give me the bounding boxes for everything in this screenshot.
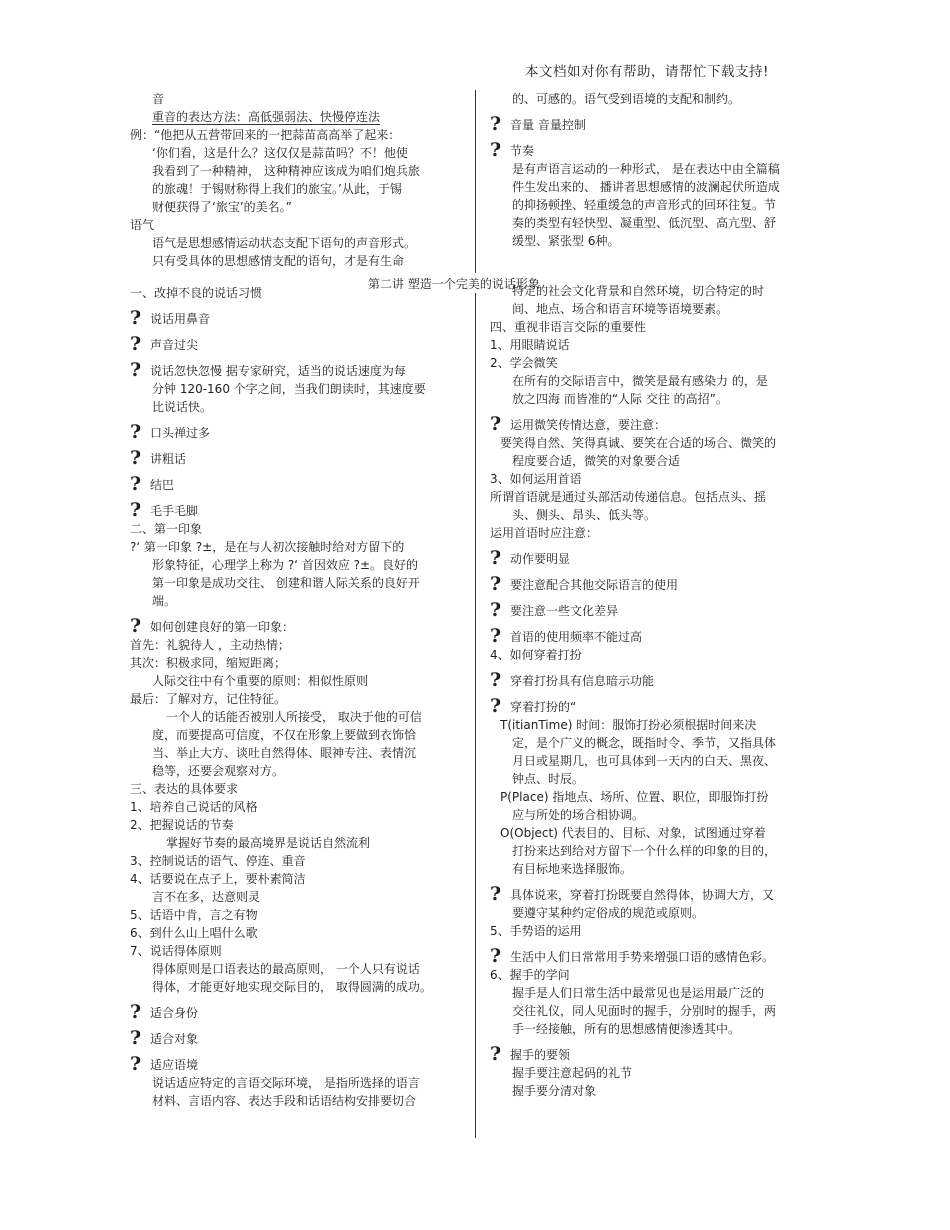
list-item: ? 口头禅过多: [130, 421, 211, 443]
section-heading: 四、重视非语言交际的重要性: [490, 320, 647, 334]
text-line: 得体原则是口语表达的最高原则， 一个人只有说话: [152, 962, 420, 976]
text-line: 只有受具体的思想感情支配的语句，才是有生命: [152, 254, 405, 268]
question-mark-bullet-icon: ?: [490, 573, 502, 595]
text-line: 其次：积极求同，缩短距离；: [130, 656, 287, 670]
list-item: ? 适合对象: [130, 1027, 199, 1049]
text-line: 4、话要说在点子上，要朴素简洁: [130, 872, 306, 886]
text-line: 音: [152, 92, 165, 106]
question-mark-bullet-icon: ?: [130, 333, 142, 355]
text-line: 件生发出来的、 播讲者思想感情的波澜起伏所造成: [512, 180, 780, 194]
list-item: ? 结巴: [130, 473, 175, 495]
text-line: 2、把握说话的节奏: [130, 818, 234, 832]
text-line: 6、握手的学问: [490, 968, 570, 982]
text-line: 5、话语中肯，言之有物: [130, 908, 258, 922]
question-mark-bullet-icon: ?: [130, 1053, 142, 1075]
text-line: 说话适应特定的言语交际环境， 是指所选择的语言: [152, 1076, 420, 1090]
list-item: ? 节奏: [490, 139, 535, 161]
question-mark-bullet-icon: ?: [130, 499, 142, 521]
text-line: O(Object) 代表目的、目标、对象，试图通过穿着: [500, 826, 766, 840]
text-line: 的、可感的。语气受到语境的支配和制约。: [512, 92, 741, 106]
text-line: 间、地点、场合和语言环境等语境要素。: [512, 302, 729, 316]
question-mark-bullet-icon: ?: [130, 1001, 142, 1023]
list-item: ? 说话忽快忽慢 据专家研究，适当的说话速度为每: [130, 359, 406, 381]
text-line: 握手要分清对象: [512, 1084, 597, 1098]
text-line: 握手要注意起码的礼节: [512, 1066, 633, 1080]
text-line: 形象特征，心理学上称为 ?‘ 首因效应 ?±。良好的: [152, 558, 419, 572]
text-line: 握手是人们日常生活中最常见也是运用最广泛的: [512, 986, 765, 1000]
list-item: ? 音量 音量控制: [490, 113, 586, 135]
text-line: 比说话快。: [152, 400, 213, 414]
list-item: ? 首语的使用频率不能过高: [490, 625, 643, 647]
text-line: 4、如何穿着打扮: [490, 648, 582, 662]
text-line: 3、如何运用首语: [490, 472, 582, 486]
question-mark-bullet-icon: ?: [130, 307, 142, 329]
section-heading: 一、改掉不良的说话习惯: [130, 286, 263, 300]
text-line: 端。: [152, 594, 177, 608]
question-mark-bullet-icon: ?: [490, 695, 502, 717]
text-line: ‘你们看，这是什么？这仅仅是蒜苗吗？不！他使: [152, 146, 408, 160]
question-mark-bullet-icon: ?: [490, 883, 502, 905]
list-item: ? 穿着打扮具有信息暗示功能: [490, 669, 655, 691]
list-item: ? 适合身份: [130, 1001, 199, 1023]
list-item: ? 说话用鼻音: [130, 307, 211, 329]
text-line: 重音的表达方法：高低强弱法、快慢停连法: [152, 110, 381, 124]
question-mark-bullet-icon: ?: [490, 669, 502, 691]
text-line: 要笑得自然、笑得真诚、要笑在合适的场合、微笑的: [500, 436, 777, 450]
list-item: ? 要注意一些文化差异: [490, 599, 619, 621]
text-line: T(itianTime) 时间：服饰打扮必须根据时间来决: [500, 718, 757, 732]
text-line: 放之四海 而皆准的“人际 交往 的高招”。: [512, 392, 728, 406]
list-item: ? 生活中人们日常常用手势来增强口语的感情色彩。: [490, 945, 775, 967]
text-line: 语气是思想感情运动状态支配下语句的声音形式。: [152, 236, 417, 250]
question-mark-bullet-icon: ?: [130, 359, 142, 381]
text-line: 得体，才能更好地实现交际目的， 取得圆满的成功。: [152, 980, 432, 994]
text-line: 运用首语时应注意：: [490, 526, 599, 540]
text-line: 的抑扬顿挫、轻重缓急的声音形式的回环往复。节: [512, 198, 777, 212]
list-item: ? 要注意配合其他交际语言的使用: [490, 573, 679, 595]
question-mark-bullet-icon: ?: [490, 413, 502, 435]
text-line: 缓型、紧张型 6种。: [512, 234, 620, 248]
text-line: 头、侧头、昂头、低头等。: [512, 508, 657, 522]
text-line: 2、学会微笑: [490, 356, 558, 370]
section-heading: 二、第一印象: [130, 522, 203, 536]
text-line: ?‘ 第一印象 ?±，是在与人初次接触时给对方留下的: [130, 540, 405, 554]
column-divider-bottom: [475, 293, 476, 1138]
text-line: 定，是个广义的概念，既指时令、季节，又指具体: [512, 736, 777, 750]
list-item: ? 毛手毛脚: [130, 499, 199, 521]
left-column: [130, 90, 460, 1110]
text-line: 奏的类型有轻快型、凝重型、低沉型、高亢型、舒: [512, 216, 777, 230]
text-line: 7、说话得体原则: [130, 944, 222, 958]
question-mark-bullet-icon: ?: [490, 599, 502, 621]
list-item: ? 讲粗话: [130, 447, 187, 469]
question-mark-bullet-icon: ?: [490, 547, 502, 569]
question-mark-bullet-icon: ?: [130, 421, 142, 443]
text-line: 5、手势语的运用: [490, 924, 582, 938]
question-mark-bullet-icon: ?: [130, 447, 142, 469]
text-line: 语气: [130, 218, 155, 232]
text-line: 程度要合适，微笑的对象要合适: [512, 454, 681, 468]
text-line: 一个人的话能否被别人所接受， 取决于他的可信: [166, 710, 422, 724]
column-divider-top: [475, 90, 476, 273]
text-line: 钟点、时辰。: [512, 772, 585, 786]
text-line: 的旅魂！于锡财称得上我们的旅宝。’从此，于锡: [152, 182, 402, 196]
text-line: 我看到了一种精神， 这种精神应该成为咱们炮兵旅: [152, 164, 420, 178]
text-line: 手一经接触，所有的思想感情便渗透其中。: [512, 1022, 741, 1036]
list-item: ? 如何创建良好的第一印象：: [130, 615, 295, 637]
text-line: 6、到什么山上唱什么歌: [130, 926, 258, 940]
right-column: [490, 90, 810, 1100]
list-item: ? 动作要明显: [490, 547, 571, 569]
text-line: 1、用眼睛说话: [490, 338, 570, 352]
text-line: 在所有的交际语言中，微笑是最有感染力 的，是: [512, 374, 768, 388]
text-line: 3、控制说话的语气、停连、重音: [130, 854, 306, 868]
list-item: ? 握手的要领: [490, 1043, 571, 1065]
text-line: 材料、言语内容、表达手段和话语结构安排要切合: [152, 1094, 417, 1108]
text-line: 交往礼仪，同人见面时的握手，分别时的握手，两: [512, 1004, 777, 1018]
text-line: 特定的社会文化背景和自然环境，切合特定的时: [512, 284, 765, 298]
text-line: 最后：了解对方，记住特征。: [130, 692, 287, 706]
text-line: 掌握好节奏的最高境界是说话自然流利: [166, 836, 371, 850]
text-line: 分钟 120-160 个字之间，当我们朗读时，其速度要: [152, 382, 426, 396]
text-line: 月日或星期几，也可具体到一天内的白天、黑夜、: [512, 754, 777, 768]
text-line: 打扮来达到给对方留下一个什么样的印象的目的，: [512, 844, 777, 858]
question-mark-bullet-icon: ?: [490, 139, 502, 161]
lecture-title: 第二讲 塑造一个完美的说话形象: [368, 277, 540, 291]
text-line: 言不在多，达意则灵: [152, 890, 261, 904]
list-item: ? 适应语境: [130, 1053, 199, 1075]
text-line: 有目标地来选择服饰。: [512, 862, 633, 876]
question-mark-bullet-icon: ?: [490, 625, 502, 647]
text-line: P(Place) 指地点、场所、位置、职位，即服饰打扮: [500, 790, 769, 804]
text-line: 例：“他把从五营带回来的一把蒜苗高高举了起来：: [130, 128, 401, 142]
text-line: 第一印象是成功交往、 创建和谐人际关系的良好开: [152, 576, 420, 590]
text-line: 财便获得了‘旅宝’的美名。”: [152, 200, 292, 214]
text-line: 稳等，还要会观察对方。: [152, 764, 285, 778]
text-line: 所谓首语就是通过头部活动传递信息。包括点头、摇: [490, 490, 767, 504]
list-item: ? 穿着打扮的“: [490, 695, 577, 717]
list-item: ? 声音过尖: [130, 333, 199, 355]
text-line: 应与所处的场合相协调。: [512, 808, 645, 822]
text-line: 首先：礼貌待人 ，主动热情；: [130, 638, 290, 652]
question-mark-bullet-icon: ?: [130, 1027, 142, 1049]
question-mark-bullet-icon: ?: [130, 615, 142, 637]
question-mark-bullet-icon: ?: [130, 473, 142, 495]
question-mark-bullet-icon: ?: [490, 113, 502, 135]
question-mark-bullet-icon: ?: [490, 945, 502, 967]
list-item: ? 具体说来，穿着打扮既要自然得体，协调大方，又: [490, 883, 775, 905]
text-line: 是有声语言运动的一种形式， 是在表达中由全篇稿: [512, 162, 780, 176]
page-header: 本文档如对你有帮助，请帮忙下载支持!: [525, 64, 769, 80]
text-line: 要遵守某种约定俗成的规范或原则。: [512, 906, 705, 920]
text-line: 1、培养自己说话的风格: [130, 800, 258, 814]
text-line: 人际交往中有个重要的原则：相似性原则: [152, 674, 369, 688]
text-line: 度，而要提高可信度，不仅在形象上要做到衣饰恰: [152, 728, 417, 742]
text-line: 当、举止大方、谈吐自然得体、眼神专注、表情沉: [152, 746, 417, 760]
list-item: ? 运用微笑传情达意，要注意：: [490, 413, 667, 435]
section-heading: 三、表达的具体要求: [130, 782, 239, 796]
question-mark-bullet-icon: ?: [490, 1043, 502, 1065]
